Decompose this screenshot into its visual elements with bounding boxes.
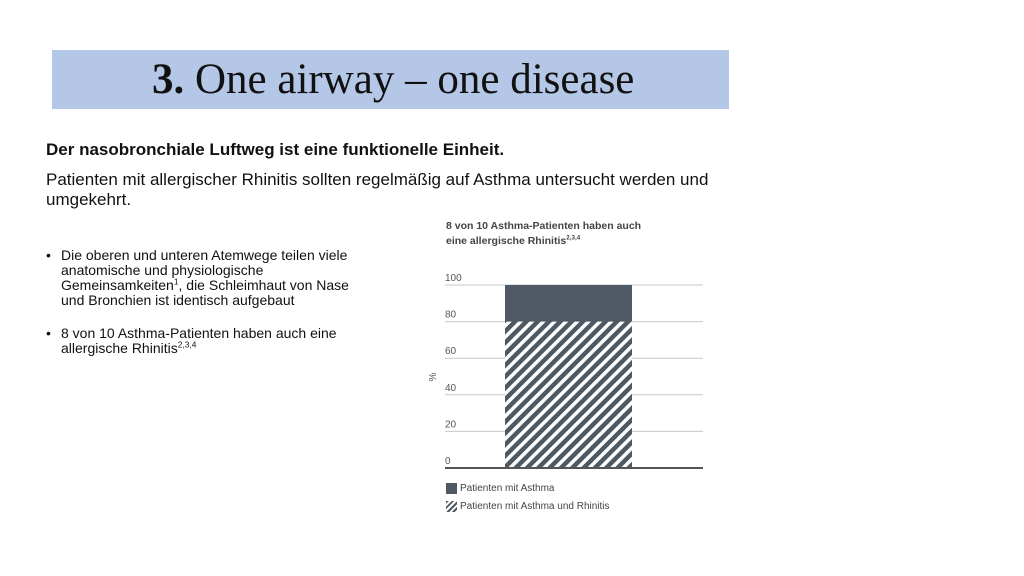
y-tick-label: 60 [445, 346, 457, 358]
bullet-item [46, 326, 376, 356]
y-tick-label: 20 [445, 419, 457, 431]
chart-title-line2: eine allergische Rhinitis [446, 235, 567, 247]
bullet-list [46, 248, 376, 374]
bullet-footnote: 1 [173, 276, 179, 287]
slide-title-text: One airway – one disease [195, 56, 635, 103]
bullet-text: Die oberen und unteren Atemwege teilen viele anatomische und physiologische Gemeinsamkeiten [61, 247, 348, 293]
chart-legend [446, 482, 610, 518]
bar-asthma-rhinitis [505, 322, 632, 468]
y-tick-label: 0 [445, 456, 451, 467]
slide-title-number: 3. [152, 56, 185, 103]
slide-heading: Der nasobronchiale Luftweg ist eine funktionelle Einheit. [46, 140, 505, 159]
legend-label: Patienten mit Asthma und Rhinitis [460, 501, 610, 512]
chart-title [446, 219, 641, 249]
slide-intro: Patienten mit allergischer Rhinitis sollten regelmäßig auf Asthma untersucht werden und umgekehrt. [46, 170, 709, 209]
title-bar [52, 50, 729, 109]
legend-swatch-solid [446, 483, 457, 494]
legend-item-asthma [446, 482, 610, 495]
bullet-footnote: 2,3,4 [177, 339, 197, 350]
y-tick-label: 40 [445, 382, 457, 394]
bullet-item [46, 248, 376, 308]
bar-chart [415, 260, 715, 475]
chart-title-line1: 8 von 10 Asthma-Patienten haben auch [446, 220, 642, 232]
legend-swatch-hatched [446, 501, 457, 512]
slide-title [152, 54, 634, 106]
y-tick-label: 80 [445, 309, 457, 321]
chart-title-footnote: 2,3,4 [566, 234, 581, 242]
legend-label: Patienten mit Asthma [460, 483, 555, 494]
bullet-text: 8 von 10 Asthma-Patienten haben auch eine allergische Rhinitis [61, 325, 337, 356]
y-tick-label: 100 [445, 273, 462, 284]
bullet-text-continued: , die Schleimhaut von Nase und Bronchien ist identisch aufgebaut [61, 277, 349, 308]
y-axis-label: % [428, 372, 439, 382]
legend-item-asthma-rhinitis [446, 500, 610, 513]
